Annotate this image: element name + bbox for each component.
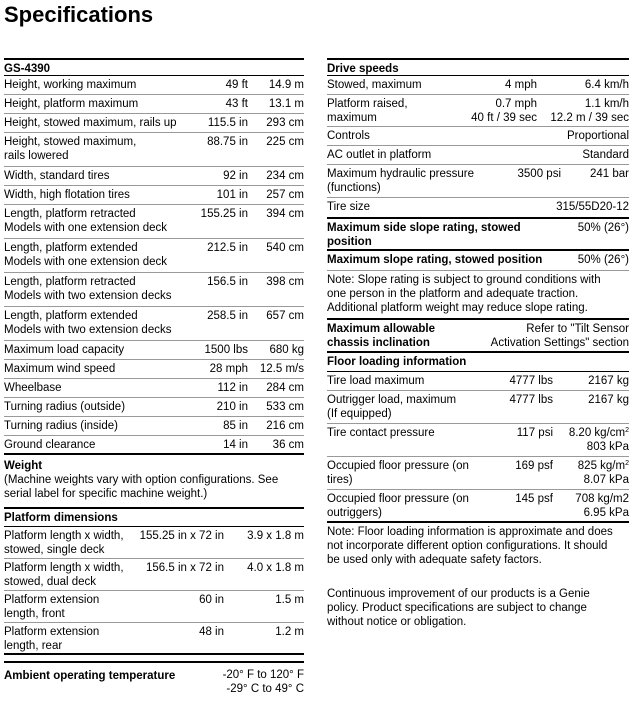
row-value-imperial: 155.25 in x 72 in xyxy=(139,530,224,542)
row-value-metric: 12.5 m/s xyxy=(259,363,304,375)
row-value-imperial: 28 mph xyxy=(209,363,248,375)
row-value-metric: 13.1 m xyxy=(268,98,304,110)
row-value-metric: 257 cm xyxy=(266,189,304,201)
row-value-metric: 225 cm xyxy=(266,136,304,148)
table-row xyxy=(4,341,304,360)
table-row xyxy=(327,76,629,95)
table-row xyxy=(4,273,304,307)
row-value-imperial: 1500 lbs xyxy=(204,344,248,356)
row-value-metric: 533 cm xyxy=(266,401,304,413)
row-value-imperial: 155.25 in xyxy=(200,208,248,220)
row-label: Height, working maximum xyxy=(4,79,137,91)
row-value-imperial: 115.5 in xyxy=(207,117,248,129)
row-value-metric: 4.0 x 1.8 m xyxy=(247,562,304,574)
table-row xyxy=(4,360,304,379)
row-value-metric: 3.9 x 1.8 m xyxy=(247,530,304,542)
page-title: Specifications xyxy=(4,2,154,27)
outrigger-row: Outrigger load, maximum (If equipped) 4777 lbs 2167 kg xyxy=(327,391,629,424)
row-label: Width, standard tires xyxy=(4,170,110,182)
row-value-metric: 680 kg xyxy=(269,344,304,356)
row-label: Ground clearance xyxy=(4,439,96,451)
weight-note: (Machine weights vary with option configurations. See serial label for specific machine weight.) xyxy=(4,474,279,500)
table-row xyxy=(4,398,304,417)
weight-heading: Weight xyxy=(4,460,43,472)
platform-heading: Platform dimensions xyxy=(4,507,304,527)
model-heading: GS-4390 xyxy=(4,58,304,76)
row-label: Stowed, maximum xyxy=(327,79,422,91)
table-row xyxy=(4,591,304,623)
table-row xyxy=(4,559,304,591)
table-row xyxy=(4,95,304,114)
row-value-imperial: 85 in xyxy=(223,420,248,432)
table-row xyxy=(4,114,304,133)
row-label: Maximum wind speed xyxy=(4,363,116,375)
tire-size-row: Tire size 315/55D20-12 xyxy=(327,198,629,219)
row-value-imperial: 49 ft xyxy=(225,79,248,91)
row-label: Platform extension length, front xyxy=(4,594,100,620)
drive-heading: Drive speeds xyxy=(327,58,629,76)
table-row xyxy=(4,76,304,95)
row-value-metric: 293 cm xyxy=(266,117,304,129)
floor-note: Note: Floor loading information is approximate and does not incorporate different option configurations. It should be used only with adequate safety factors. xyxy=(327,526,613,566)
row-label: Height, stowed maximum, rails lowered xyxy=(4,136,137,162)
row-value-metric: 398 cm xyxy=(266,276,304,288)
platform-table xyxy=(4,527,304,655)
weight-section xyxy=(4,459,304,501)
row-value-imperial: 156.5 in xyxy=(207,276,248,288)
row-value-imperial: 88.75 in xyxy=(207,136,248,148)
drive-table xyxy=(327,76,629,127)
row-label: Turning radius (inside) xyxy=(4,420,118,432)
table-row xyxy=(4,379,304,398)
row-value-metric: 284 cm xyxy=(266,382,304,394)
row-value-metric: 234 cm xyxy=(266,170,304,182)
row-value-imperial: 14 in xyxy=(223,439,248,451)
controls-row: Controls Proportional xyxy=(327,127,629,146)
table-row xyxy=(4,436,304,455)
row-value-imperial: 258.5 in xyxy=(207,310,248,322)
row-value-imperial: 101 in xyxy=(216,189,248,201)
ambient-label: Ambient operating temperature xyxy=(4,670,176,682)
row-value-metric: 394 cm xyxy=(266,208,304,220)
row-label: Platform raised, maximum xyxy=(327,98,408,124)
chassis-row: Maximum allowable chassis inclination Refer to "Tilt Sensor Activation Settings" section xyxy=(327,320,629,353)
row-label: Platform length x width, stowed, dual deck xyxy=(4,562,124,588)
row-value-imperial: 60 in xyxy=(199,594,224,606)
spec-table xyxy=(4,76,304,455)
row-label: Length, platform extended Models with two extension decks xyxy=(4,310,172,336)
row-value-metric: 540 cm xyxy=(266,242,304,254)
tire-load-row: Tire load maximum 4777 lbs 2167 kg xyxy=(327,372,629,391)
hydraulic-row: Maximum hydraulic pressure (functions) 3500 psi 241 bar xyxy=(327,165,629,198)
row-value-imperial: 48 in xyxy=(199,626,224,638)
row-value-metric: 657 cm xyxy=(266,310,304,322)
row-label: Length, platform retracted Models with two extension decks xyxy=(4,276,172,302)
row-label: Maximum load capacity xyxy=(4,344,125,356)
row-label: Length, platform retracted Models with one extension deck xyxy=(4,208,168,234)
row-value-metric: 36 cm xyxy=(272,439,304,451)
occupied-tires-row: Occupied floor pressure (on tires) 169 psf 825 $kg/m^2$ 8.07 kPa xyxy=(327,457,629,490)
row-value-imperial: 4 mph xyxy=(505,79,537,91)
row-value-imperial: 43 ft xyxy=(225,98,248,110)
side-slope-row: Maximum side slope rating, stowed position 50% (26°) xyxy=(327,219,629,251)
row-value-imperial: 112 in xyxy=(217,382,248,394)
ambient-row xyxy=(4,661,304,697)
table-row xyxy=(4,417,304,436)
row-value-imperial: 210 in xyxy=(216,401,248,413)
contact-pressure-row: Tire contact pressure 117 psi 8.20 $kg/cm^2$ 803 kPa xyxy=(327,424,629,457)
occupied-outriggers-row: Occupied floor pressure (on outriggers) 145 psf 708 kg/m2 6.95 kPa xyxy=(327,490,629,523)
table-row xyxy=(4,527,304,559)
table-row xyxy=(4,186,304,205)
row-value-imperial: 156.5 in x 72 in xyxy=(145,562,224,574)
row-label: Height, platform maximum xyxy=(4,98,139,110)
ac-row: AC outlet in platform Standard xyxy=(327,146,629,165)
table-row xyxy=(4,205,304,239)
row-label: Platform extension length, rear xyxy=(4,626,100,652)
slope-row: Maximum slope rating, stowed position 50% (26°) xyxy=(327,251,629,271)
table-row xyxy=(4,307,304,341)
row-value-metric: 14.9 m xyxy=(268,79,304,91)
row-value-metric: 1.5 m xyxy=(275,594,304,606)
row-label: Width, high flotation tires xyxy=(4,189,130,201)
table-row xyxy=(4,623,304,655)
row-value-imperial: 212.5 in xyxy=(207,242,248,254)
row-label: Wheelbase xyxy=(4,382,62,394)
row-label: Length, platform extended Models with one extension deck xyxy=(4,242,168,268)
slope-note: Note: Slope rating is subject to ground conditions with one person in the platform and adequate traction. Additional platform weight may reduce slope rating. xyxy=(327,271,629,320)
right-column xyxy=(327,58,629,629)
row-value-imperial: 0.7 mph 40 ft / 39 sec xyxy=(471,98,537,124)
row-value-metric: 6.4 km/h xyxy=(584,79,629,91)
floor-heading: Floor loading information xyxy=(327,353,629,372)
footer-note: Continuous improvement of our products is a Genie policy. Product specifications are subject to change without notice or obligation. xyxy=(327,588,590,628)
row-value-metric: 1.2 m xyxy=(275,626,304,638)
table-row xyxy=(327,95,629,127)
ambient-value: -20° F to 120° F -29° C to 49° C xyxy=(222,669,304,695)
row-value-imperial: 92 in xyxy=(223,170,248,182)
left-column xyxy=(4,58,304,697)
row-value-metric: 1.1 km/h 12.2 m / 39 sec xyxy=(550,98,629,124)
table-row xyxy=(4,133,304,167)
row-value-metric: 216 cm xyxy=(266,420,304,432)
row-label: Height, stowed maximum, rails up xyxy=(4,117,177,129)
row-label: Platform length x width, stowed, single deck xyxy=(4,530,124,556)
table-row xyxy=(4,239,304,273)
row-label: Turning radius (outside) xyxy=(4,401,126,413)
table-row xyxy=(4,167,304,186)
